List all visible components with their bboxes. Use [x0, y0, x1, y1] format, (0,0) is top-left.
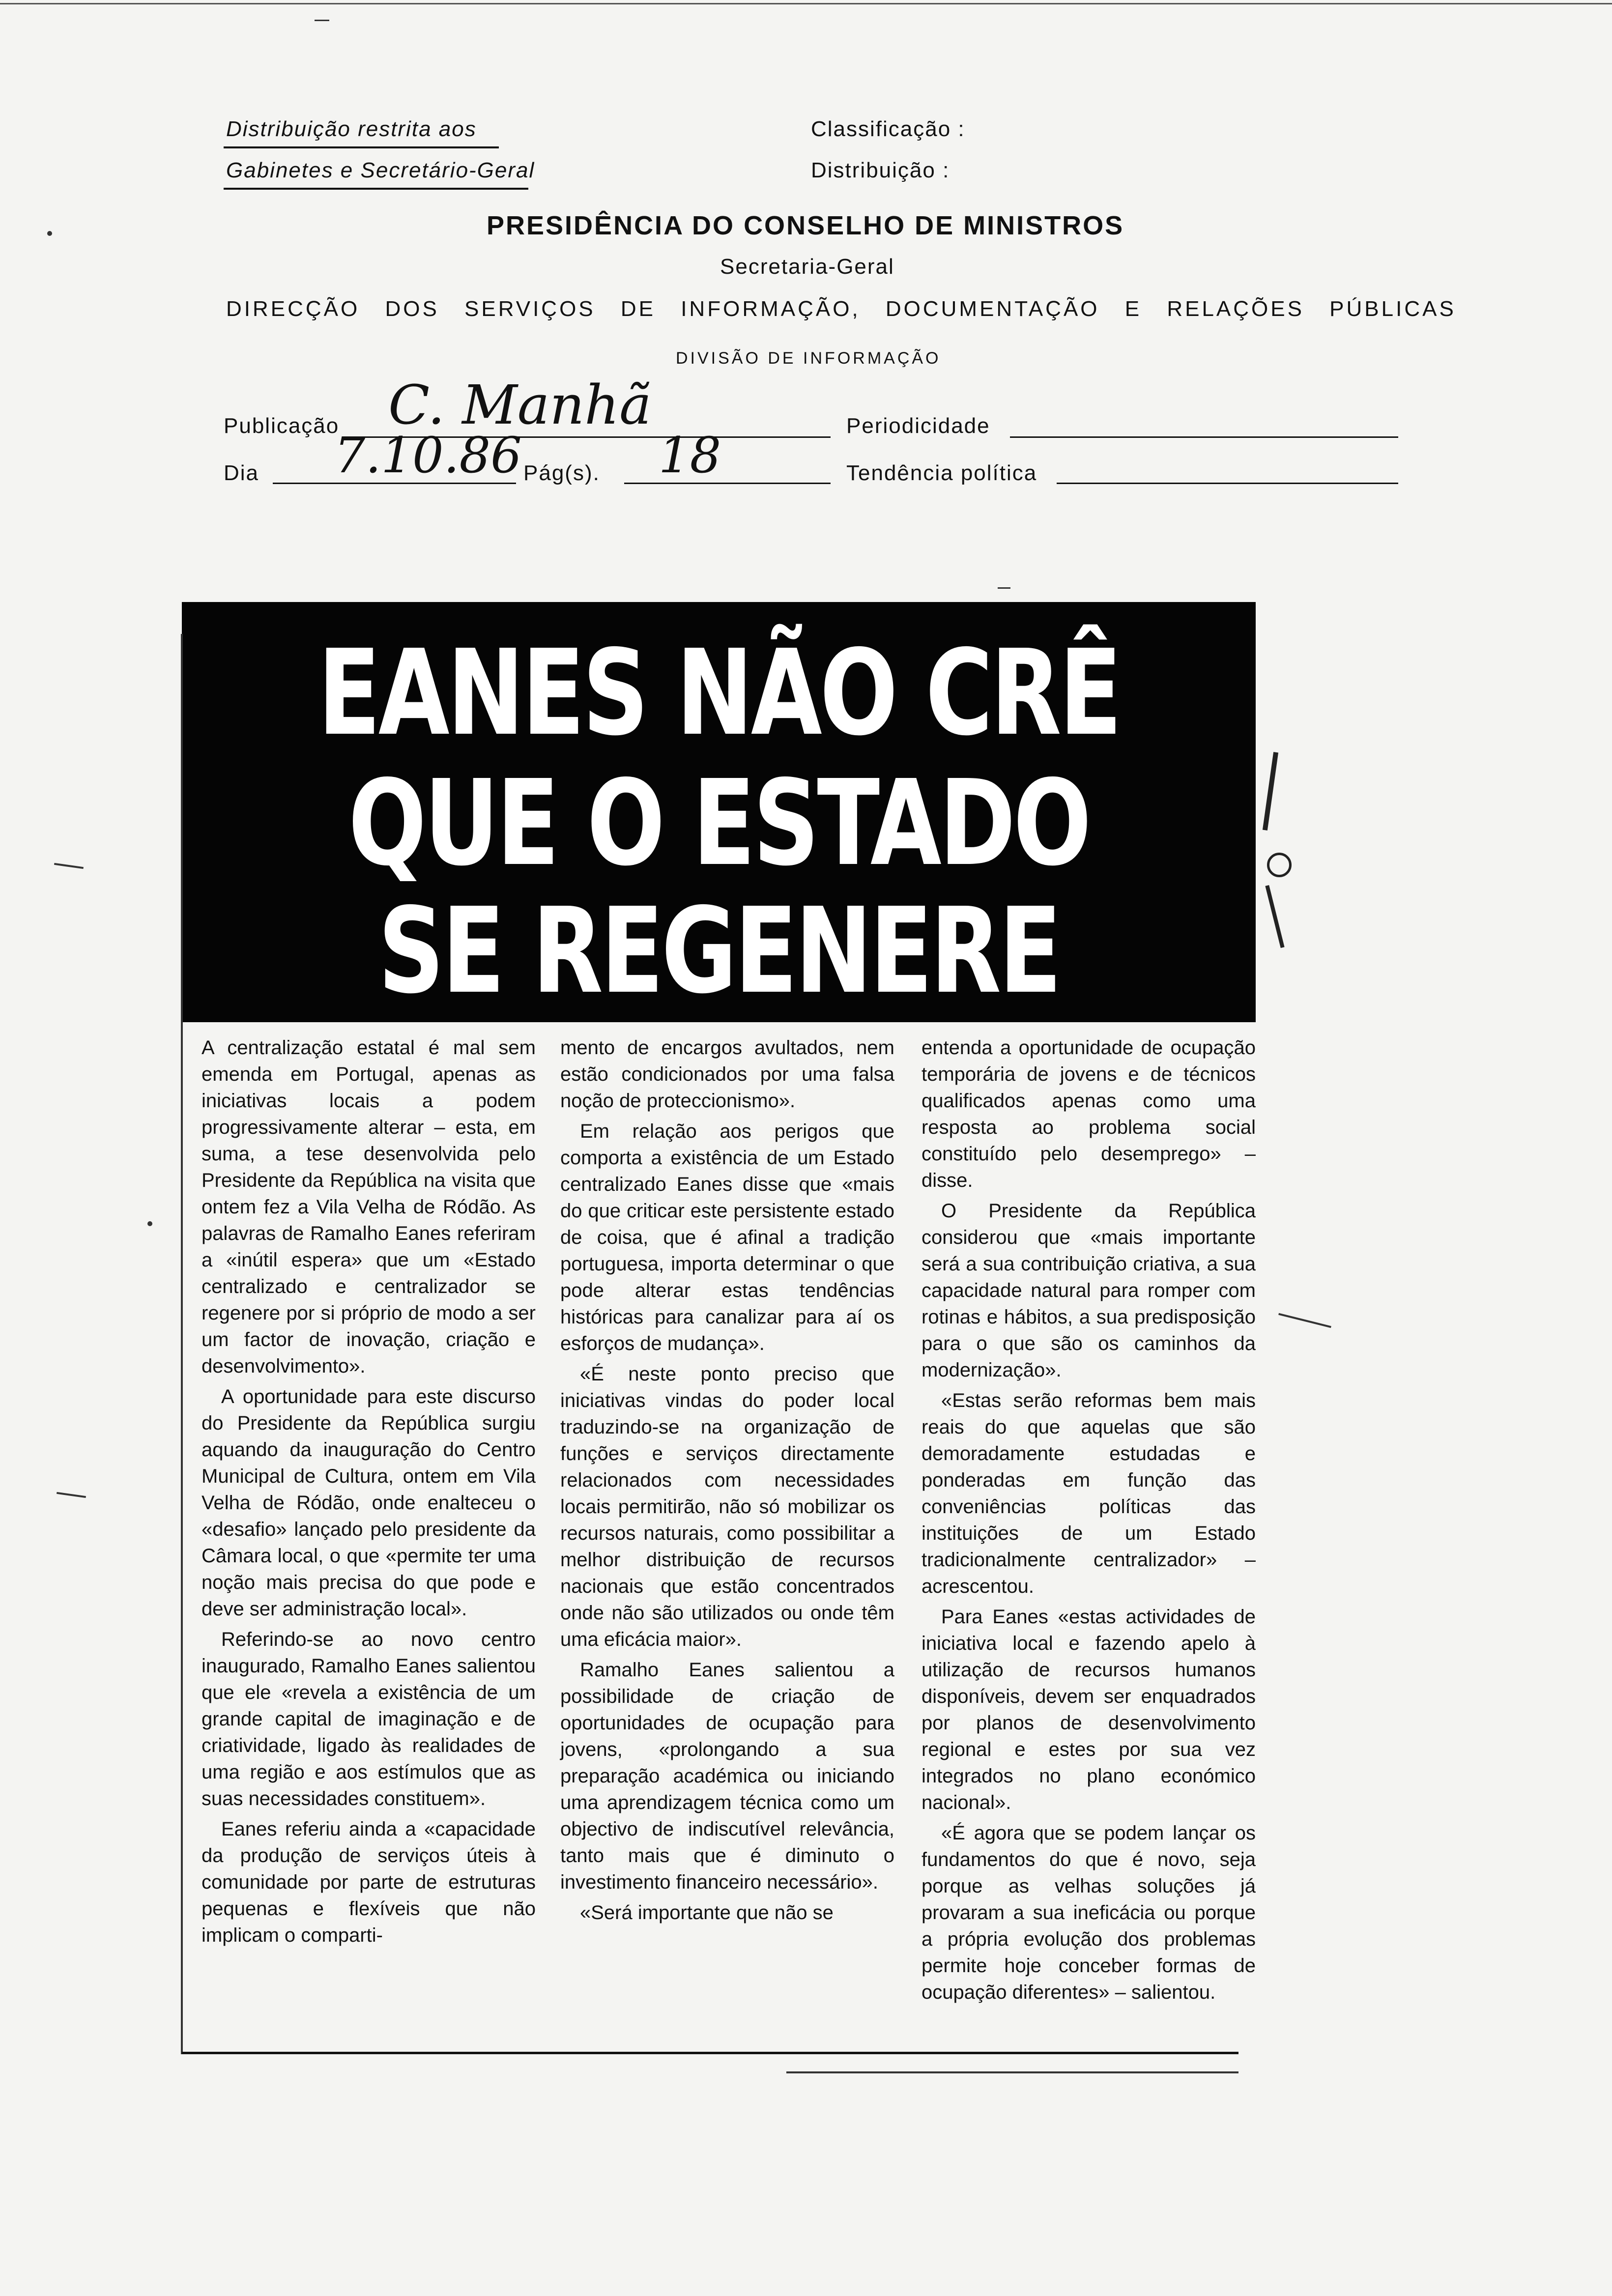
col2-paragraph: «Será importante que não se [580, 1902, 834, 1923]
col1-paragraph: Eanes referiu ainda a «capacidade da produção de serviços úteis à comunidade por parte de estruturas pequenas e flexíveis que não implicam o comparti- [202, 1818, 536, 1946]
col1-paragraph: Referindo-se ao novo centro inaugurado, Ramalho Eanes salientou que ele «revela a existência de um grande capital de imaginação e de criatividade, ligado às realidades de uma região e aos estímulos que as suas necessidades constituem». [202, 1629, 536, 1809]
col3-paragraph: entenda a oportunidade de ocupação temporária de jovens e de técnicos qualificados apenas como uma resposta ao problema social constituído pelo desemprego» – disse. [921, 1037, 1256, 1191]
col2-paragraph: «É neste ponto preciso que iniciativas vindas do poder local traduzindo-se na organização de funções e serviços directamente relacionados com necessidades locais permitirão, não só mobilizar os recursos naturais, como possibilitar a melhor distribuição de recursos nacionais que estão concentrados onde não são utilizados ou onde têm uma eficácia maior». [560, 1363, 894, 1650]
scan-mark-tick [57, 1492, 86, 1498]
restricted-distribution-line1: Distribuição restrita aos [226, 117, 477, 141]
article-column-2 [560, 1034, 894, 1930]
secretariat-title: Secretaria-Geral [720, 255, 894, 279]
periodicity-field-line [1010, 436, 1398, 438]
col1-paragraph: A oportunidade para este discurso do Presidente da República surgiu aquando da inauguração do Centro Municipal de Cultura, ontem em Vila Velha de Ródão, onde enalteceu o «desafio» lançado pelo presidente da Câmara local, o que «permite ter uma noção mais precisa do que pode e deve ser administração local». [202, 1386, 536, 1620]
periodicity-label: Periodicidade [846, 414, 990, 438]
tendency-field-line [1057, 483, 1398, 484]
tendency-label: Tendência política [846, 461, 1037, 485]
col2-paragraph: Ramalho Eanes salientou a possibilidade de criação de oportunidades de ocupação para jovens, «prolongando a sua preparação académica ou iniciando uma aprendizagem técnica como um objectivo de indiscutível relevância, tanto mais que é diminuto o investimento financeiro necessário». [560, 1659, 894, 1893]
col3-paragraph: «Estas serão reformas bem mais reais do que aquelas que são demoradamente estudadas e ponderadas em função das conveniências políticas das instituições de um Estado tradicionalmente centralizador» – acrescentou. [921, 1390, 1256, 1597]
headline-line-3: SE REGENERE [378, 882, 1060, 1020]
restricted-underline-1 [224, 146, 499, 148]
ministry-title: PRESIDÊNCIA DO CONSELHO DE MINISTROS [487, 211, 1124, 240]
headline-line-1: EANES NÃO CRÊ [317, 624, 1120, 762]
col3-paragraph: Para Eanes «estas actividades de iniciativa local e fazendo apelo à utilização de recursos humanos disponíveis, devem ser enquadrados por planos de desenvolvimento regional e estes por sua vez integrados no plano económico nacional». [921, 1606, 1256, 1813]
scan-mark-arrow [1278, 1313, 1331, 1328]
pages-handwritten-value: 18 [659, 427, 721, 484]
scan-mark-dot [147, 1221, 152, 1226]
article-column-1 [202, 1034, 536, 1952]
publication-handwritten-value: C. Manhã [388, 373, 652, 436]
handwritten-stroke [1265, 885, 1284, 948]
col3-paragraph: O Presidente da República considerou que «mais importante será a sua contribuição criativa, a sua capacidade natural para romper com rotinas e hábitos, a sua predisposição para o que são os caminhos da modernização». [921, 1200, 1256, 1381]
scan-mark-tick [998, 587, 1010, 589]
directorate-title: DIRECÇÃO DOS SERVIÇOS DE INFORMAÇÃO, DOCUMENTAÇÃO E RELAÇÕES PÚBLICAS [226, 297, 1456, 321]
day-handwritten-value: 7.10.86 [334, 427, 522, 484]
col2-paragraph: mento de encargos avultados, nem estão condicionados por uma falsa noção de proteccionismo». [560, 1037, 894, 1112]
handwritten-stroke [1263, 752, 1278, 831]
headline-box [182, 602, 1256, 1022]
clipping-bottom-rule-2 [786, 2071, 1238, 2073]
col2-paragraph: Em relação aos perigos que comporta a existência de um Estado centralizado Eanes disse que «mais do que criticar este persistente estado de coisa, que é afinal a tradição portuguesa, importa determinar o que pode alterar estas tendências históricas para canalizar para aí os esforços de mudança». [560, 1120, 894, 1354]
headline-line-2: QUE O ESTADO [348, 754, 1090, 892]
col3-paragraph: «É agora que se podem lançar os fundamentos do que é novo, seja porque as velhas soluções já provaram a sua ineficácia ou porque a própria evolução dos problemas permite hoje conceber formas de ocupação diferentes» – salientou. [921, 1822, 1256, 2003]
scan-mark-dot [47, 231, 52, 236]
handwritten-loop [1267, 853, 1292, 877]
day-label: Dia [224, 461, 259, 485]
scan-mark-tick [54, 863, 84, 869]
division-title: DIVISÃO DE INFORMAÇÃO [676, 349, 941, 368]
article-column-3 [921, 1034, 1256, 2009]
distribution-label: Distribuição : [811, 158, 950, 182]
restricted-distribution-line2: Gabinetes e Secretário-Geral [226, 158, 535, 182]
top-scan-line [0, 3, 1612, 4]
pages-field-line [624, 483, 831, 484]
pages-label: Pág(s). [523, 461, 600, 485]
classification-label: Classificação : [811, 117, 965, 141]
publication-label: Publicação [224, 414, 340, 438]
clipping-left-border [181, 634, 183, 2054]
restricted-underline-2 [224, 188, 528, 190]
col1-paragraph: A centralização estatal é mal sem emenda em Portugal, apenas as iniciativas locais a podem progressivamente alterar – esta, em suma, a tese desenvolvida pelo Presidente da República na visita que ontem fez a Vila Velha de Ródão. As palavras de Ramalho Eanes referiram a «inútil espera» que um «Estado centralizado e centralizador se regenere por si próprio de modo a ser um factor de inovação, criação e desenvolvimento». [202, 1037, 536, 1377]
clipping-bottom-rule [182, 2052, 1238, 2054]
scan-mark-tick [315, 20, 329, 21]
